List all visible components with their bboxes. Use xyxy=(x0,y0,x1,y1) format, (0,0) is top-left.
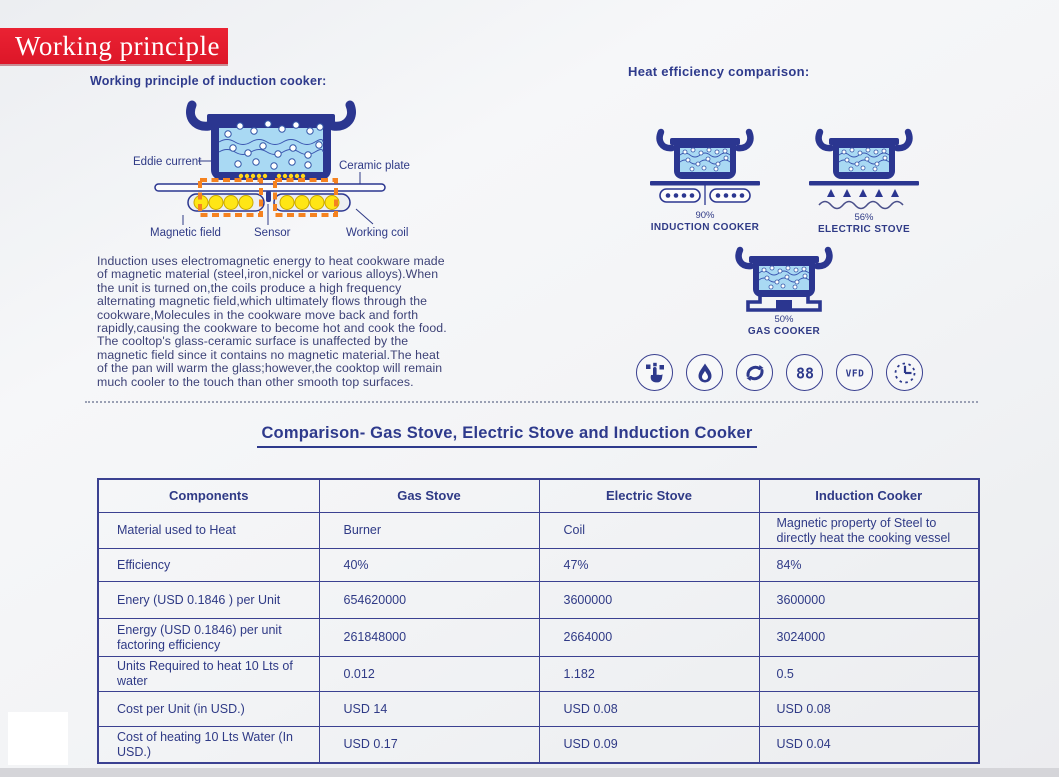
table-row xyxy=(98,692,979,727)
heat-efficiency-title: Heat efficiency comparison: xyxy=(628,64,810,79)
table-cell: USD 0.09 xyxy=(539,727,759,764)
vfd-display-text: VFD xyxy=(845,368,864,379)
white-box xyxy=(8,712,68,765)
electric-stove-icon xyxy=(809,124,919,210)
label-sensor: Sensor xyxy=(254,227,291,239)
header-electric-stove: Electric Stove xyxy=(539,479,759,513)
header-induction-cooker: Induction Cooker xyxy=(759,479,979,513)
gas-efficiency: 50% xyxy=(774,314,794,325)
comparison-heading xyxy=(97,424,917,448)
bottom-strip xyxy=(0,768,1059,777)
table-row xyxy=(98,513,979,549)
induction-label: INDUCTION COOKER xyxy=(650,222,760,233)
working-principle-description: Induction uses electromagnetic energy to heat cookware made of magnetic material (steel,iron,nickel or various alloys).When the unit is turned on,the coils produce a high frequency alternating magnetic field,which ultimately flows through the cookware,Molecules in the cookware move back and forth rapidly,causing the cookware to become hot and cook the food. The cooltop's glass-ceramic surface is unaffected by the magnetic field since it contains no magnetic material.The heat of the pan will warm the glass;however,the cooktop will remain much cooler to the touch than other smooth top surfaces. xyxy=(97,254,447,389)
table-cell: 40% xyxy=(319,549,539,582)
table-header-row xyxy=(98,479,979,513)
stove-induction xyxy=(630,124,780,233)
table-cell: USD 0.17 xyxy=(319,727,539,764)
table-cell: 3600000 xyxy=(539,582,759,619)
table-row xyxy=(98,619,979,657)
table-cell: Material used to Heat xyxy=(98,513,319,549)
double-flame-cycle-icon xyxy=(736,354,773,391)
digital-display-icon xyxy=(786,354,823,391)
table-cell: 0.012 xyxy=(319,657,539,692)
table-row xyxy=(98,549,979,582)
feature-icons-row xyxy=(636,354,923,391)
label-magnetic-field: Magnetic field xyxy=(150,227,221,239)
table-cell: 84% xyxy=(759,549,979,582)
electric-label: ELECTRIC STOVE xyxy=(817,224,911,235)
table-cell: USD 0.08 xyxy=(759,692,979,727)
gas-cooker-icon xyxy=(729,242,839,312)
table-row xyxy=(98,727,979,764)
label-ceramic-plate: Ceramic plate xyxy=(339,160,410,172)
gas-label: GAS COOKER xyxy=(747,326,821,337)
table-cell: USD 0.04 xyxy=(759,727,979,764)
digital-display-text: 88 xyxy=(795,364,814,382)
working-principle-subtitle: Working principle of induction cooker: xyxy=(90,74,327,88)
label-working-coil: Working coil xyxy=(346,227,409,239)
table-cell: Coil xyxy=(539,513,759,549)
table-row xyxy=(98,657,979,692)
table-cell: 3600000 xyxy=(759,582,979,619)
table-cell: Energy (USD 0.1846) per unit factoring efficiency xyxy=(98,619,319,657)
comparison-table xyxy=(97,478,980,764)
table-row xyxy=(98,582,979,619)
sensor-pin xyxy=(266,191,271,202)
table-cell: 654620000 xyxy=(319,582,539,619)
electric-efficiency: 56% xyxy=(854,212,874,223)
table-cell: Burner xyxy=(319,513,539,549)
touch-control-icon xyxy=(636,354,673,391)
header-gas-stove: Gas Stove xyxy=(319,479,539,513)
timer-clock-icon xyxy=(886,354,923,391)
table-cell: Magnetic property of Steel to directly heat the cooking vessel xyxy=(759,513,979,549)
induction-efficiency: 90% xyxy=(695,210,715,221)
vfd-display-icon xyxy=(836,354,873,391)
table-cell: USD 14 xyxy=(319,692,539,727)
table-cell: 3024000 xyxy=(759,619,979,657)
table-cell: Units Required to heat 10 Lts of water xyxy=(98,657,319,692)
page-title: Working principle xyxy=(15,30,221,61)
stove-electric xyxy=(789,124,939,235)
table-cell: Enery (USD 0.1846 ) per Unit xyxy=(98,582,319,619)
table-cell: 47% xyxy=(539,549,759,582)
table-cell: 1.182 xyxy=(539,657,759,692)
flame-icon xyxy=(686,354,723,391)
section-banner xyxy=(0,28,228,64)
ceramic-plate xyxy=(155,184,385,191)
table-cell: 0.5 xyxy=(759,657,979,692)
table-cell: Efficiency xyxy=(98,549,319,582)
header-components: Components xyxy=(98,479,319,513)
table-cell: Cost of heating 10 Lts Water (In USD.) xyxy=(98,727,319,764)
table-cell: USD 0.08 xyxy=(539,692,759,727)
pot-handle-right-icon xyxy=(333,105,351,126)
stove-gas xyxy=(709,242,859,337)
comparison-heading-text: Comparison- Gas Stove, Electric Stove and Induction Cooker xyxy=(257,424,756,448)
table-cell: 261848000 xyxy=(319,619,539,657)
induction-cooker-diagram xyxy=(88,98,430,248)
label-eddie-current: Eddie current xyxy=(133,156,202,168)
pot-handle-left-icon xyxy=(191,105,209,126)
induction-cooker-icon xyxy=(650,124,760,208)
table-cell: 2664000 xyxy=(539,619,759,657)
dotted-divider xyxy=(85,401,978,403)
table-cell: Cost per Unit (in USD.) xyxy=(98,692,319,727)
